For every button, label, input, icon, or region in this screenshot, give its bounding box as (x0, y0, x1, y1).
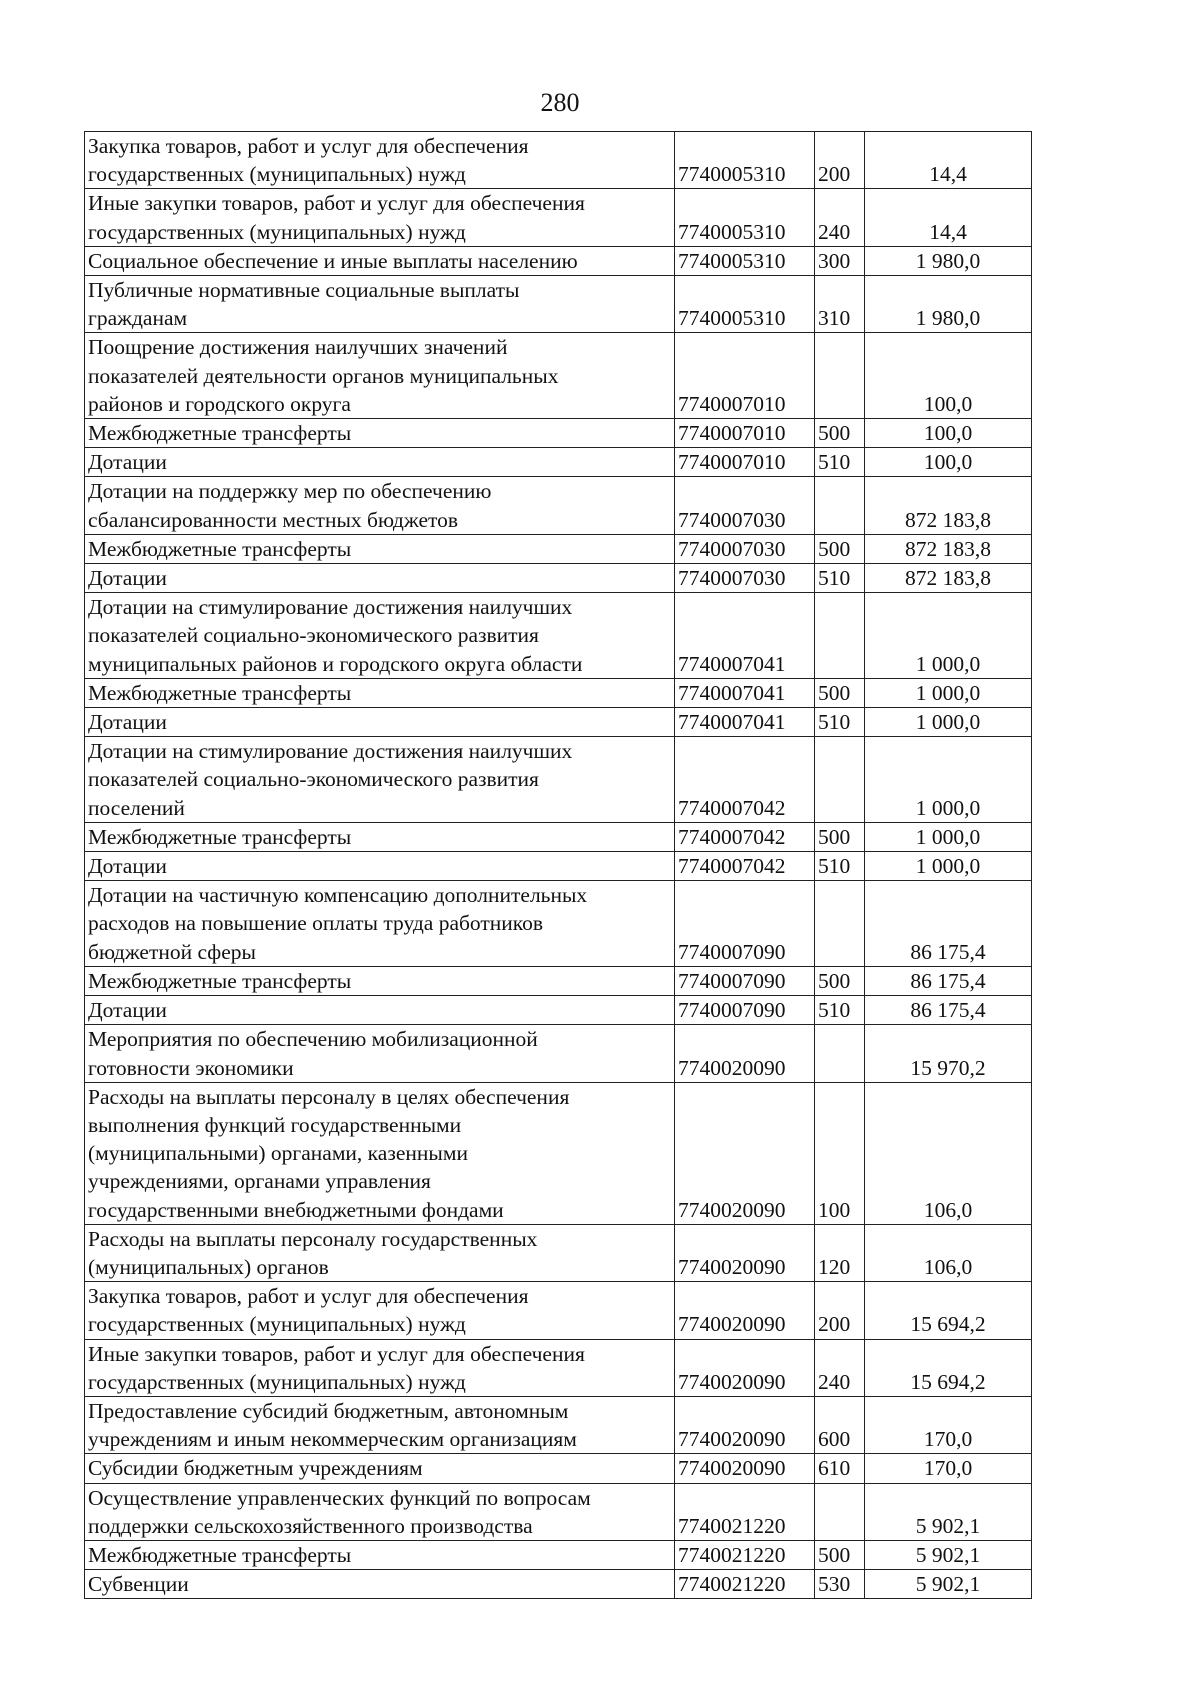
expense-name-cell: Осуществление управленческих функций по вопросам поддержки сельскохозяйственного производства (85, 1483, 675, 1540)
amount-cell: 100,0 (865, 333, 1032, 419)
expense-name-cell: Иные закупки товаров, работ и услуг для обеспечения государственных (муниципальных) нужд (85, 1339, 675, 1396)
amount-cell: 106,0 (865, 1224, 1032, 1281)
table-row (85, 852, 1032, 881)
expense-name-cell: Закупка товаров, работ и услуг для обеспечения государственных (муниципальных) нужд (85, 132, 675, 189)
target-article-cell: 7740020090 (675, 1224, 815, 1281)
target-article-cell: 7740020090 (675, 1082, 815, 1224)
amount-cell: 1 000,0 (865, 678, 1032, 707)
table-row (85, 737, 1032, 823)
target-article-cell: 7740007090 (675, 881, 815, 967)
amount-cell: 86 175,4 (865, 881, 1032, 967)
expense-name-cell: Дотации на частичную компенсацию дополнительных расходов на повышение оплаты труда работников бюджетной сферы (85, 881, 675, 967)
target-article-cell: 7740005310 (675, 132, 815, 189)
expense-name-cell: Межбюджетные трансферты (85, 822, 675, 851)
budget-table (84, 131, 1032, 1599)
expense-type-cell (815, 593, 865, 679)
amount-cell: 1 000,0 (865, 822, 1032, 851)
budget-table-body (85, 132, 1032, 1599)
expense-name-cell: Межбюджетные трансферты (85, 534, 675, 563)
expense-type-cell: 610 (815, 1454, 865, 1483)
target-article-cell: 7740007090 (675, 996, 815, 1025)
amount-cell: 872 183,8 (865, 534, 1032, 563)
amount-cell: 100,0 (865, 419, 1032, 448)
table-row (85, 564, 1032, 593)
amount-cell: 86 175,4 (865, 996, 1032, 1025)
expense-name-cell: Дотации на стимулирование достижения наилучших показателей социально-экономического развития муниципальных районов и городского округа области (85, 593, 675, 679)
expense-name-cell: Закупка товаров, работ и услуг для обеспечения государственных (муниципальных) нужд (85, 1282, 675, 1339)
target-article-cell: 7740007030 (675, 477, 815, 534)
expense-type-cell: 300 (815, 246, 865, 275)
amount-cell: 14,4 (865, 132, 1032, 189)
expense-name-cell: Межбюджетные трансферты (85, 966, 675, 995)
table-row (85, 1282, 1032, 1339)
table-row (85, 881, 1032, 967)
expense-type-cell: 510 (815, 996, 865, 1025)
target-article-cell: 7740007042 (675, 852, 815, 881)
table-row (85, 1082, 1032, 1224)
target-article-cell: 7740021220 (675, 1570, 815, 1599)
expense-name-cell: Межбюджетные трансферты (85, 678, 675, 707)
expense-type-cell: 500 (815, 966, 865, 995)
amount-cell: 5 902,1 (865, 1540, 1032, 1569)
target-article-cell: 7740020090 (675, 1396, 815, 1453)
table-row (85, 534, 1032, 563)
expense-type-cell: 240 (815, 1339, 865, 1396)
expense-type-cell: 510 (815, 852, 865, 881)
amount-cell: 14,4 (865, 189, 1032, 246)
table-row (85, 708, 1032, 737)
amount-cell: 872 183,8 (865, 477, 1032, 534)
table-row (85, 477, 1032, 534)
expense-name-cell: Межбюджетные трансферты (85, 1540, 675, 1569)
table-row (85, 333, 1032, 419)
table-row (85, 1339, 1032, 1396)
amount-cell: 5 902,1 (865, 1483, 1032, 1540)
expense-type-cell: 500 (815, 1540, 865, 1569)
expense-type-cell: 120 (815, 1224, 865, 1281)
amount-cell: 872 183,8 (865, 564, 1032, 593)
expense-name-cell: Поощрение достижения наилучших значений показателей деятельности органов муниципальных районов и городского округа (85, 333, 675, 419)
target-article-cell: 7740007010 (675, 448, 815, 477)
expense-type-cell (815, 737, 865, 823)
amount-cell: 1 980,0 (865, 246, 1032, 275)
amount-cell: 15 694,2 (865, 1282, 1032, 1339)
table-row (85, 276, 1032, 333)
expense-type-cell (815, 1025, 865, 1082)
table-row (85, 1224, 1032, 1281)
amount-cell: 170,0 (865, 1396, 1032, 1453)
expense-type-cell: 510 (815, 564, 865, 593)
expense-type-cell: 500 (815, 678, 865, 707)
target-article-cell: 7740007010 (675, 333, 815, 419)
table-row (85, 246, 1032, 275)
expense-type-cell: 500 (815, 822, 865, 851)
expense-type-cell: 510 (815, 448, 865, 477)
expense-type-cell (815, 881, 865, 967)
target-article-cell: 7740007041 (675, 708, 815, 737)
target-article-cell: 7740007030 (675, 564, 815, 593)
amount-cell: 15 694,2 (865, 1339, 1032, 1396)
expense-type-cell: 500 (815, 419, 865, 448)
table-row (85, 966, 1032, 995)
expense-type-cell: 200 (815, 132, 865, 189)
expense-type-cell: 100 (815, 1082, 865, 1224)
target-article-cell: 7740007042 (675, 822, 815, 851)
table-row (85, 1025, 1032, 1082)
table-row (85, 678, 1032, 707)
expense-name-cell: Предоставление субсидий бюджетным, автономным учреждениям и иным некоммерческим организациям (85, 1396, 675, 1453)
expense-type-cell: 530 (815, 1570, 865, 1599)
expense-name-cell: Дотации на поддержку мер по обеспечению сбалансированности местных бюджетов (85, 477, 675, 534)
target-article-cell: 7740007090 (675, 966, 815, 995)
amount-cell: 170,0 (865, 1454, 1032, 1483)
expense-type-cell (815, 1483, 865, 1540)
amount-cell: 86 175,4 (865, 966, 1032, 995)
amount-cell: 100,0 (865, 448, 1032, 477)
target-article-cell: 7740005310 (675, 276, 815, 333)
target-article-cell: 7740007041 (675, 593, 815, 679)
table-row (85, 1570, 1032, 1599)
amount-cell: 1 000,0 (865, 737, 1032, 823)
table-row (85, 1454, 1032, 1483)
table-row (85, 448, 1032, 477)
page-number: 280 (540, 88, 580, 117)
expense-name-cell: Иные закупки товаров, работ и услуг для обеспечения государственных (муниципальных) нужд (85, 189, 675, 246)
expense-type-cell: 510 (815, 708, 865, 737)
expense-name-cell: Социальное обеспечение и иные выплаты населению (85, 246, 675, 275)
target-article-cell: 7740021220 (675, 1483, 815, 1540)
target-article-cell: 7740020090 (675, 1454, 815, 1483)
expense-name-cell: Дотации (85, 448, 675, 477)
table-row (85, 419, 1032, 448)
expense-type-cell: 200 (815, 1282, 865, 1339)
expense-type-cell: 500 (815, 534, 865, 563)
table-row (85, 1540, 1032, 1569)
table-row (85, 1396, 1032, 1453)
amount-cell: 5 902,1 (865, 1570, 1032, 1599)
target-article-cell: 7740007042 (675, 737, 815, 823)
target-article-cell: 7740005310 (675, 246, 815, 275)
amount-cell: 106,0 (865, 1082, 1032, 1224)
expense-type-cell (815, 477, 865, 534)
expense-type-cell (815, 333, 865, 419)
table-row (85, 132, 1032, 189)
table-row (85, 996, 1032, 1025)
expense-type-cell: 240 (815, 189, 865, 246)
expense-name-cell: Дотации (85, 996, 675, 1025)
expense-name-cell: Мероприятия по обеспечению мобилизационной готовности экономики (85, 1025, 675, 1082)
target-article-cell: 7740005310 (675, 189, 815, 246)
table-row (85, 593, 1032, 679)
expense-name-cell: Публичные нормативные социальные выплаты гражданам (85, 276, 675, 333)
target-article-cell: 7740007010 (675, 419, 815, 448)
expense-name-cell: Субвенции (85, 1570, 675, 1599)
expense-type-cell: 600 (815, 1396, 865, 1453)
expense-name-cell: Межбюджетные трансферты (85, 419, 675, 448)
target-article-cell: 7740020090 (675, 1025, 815, 1082)
amount-cell: 1 000,0 (865, 852, 1032, 881)
table-row (85, 1483, 1032, 1540)
target-article-cell: 7740020090 (675, 1339, 815, 1396)
target-article-cell: 7740007041 (675, 678, 815, 707)
expense-name-cell: Дотации на стимулирование достижения наилучших показателей социально-экономического развития поселений (85, 737, 675, 823)
expense-name-cell: Дотации (85, 852, 675, 881)
expense-name-cell: Дотации (85, 708, 675, 737)
target-article-cell: 7740021220 (675, 1540, 815, 1569)
target-article-cell: 7740007030 (675, 534, 815, 563)
table-row (85, 189, 1032, 246)
expense-name-cell: Дотации (85, 564, 675, 593)
amount-cell: 1 000,0 (865, 708, 1032, 737)
expense-name-cell: Расходы на выплаты персоналу в целях обеспечения выполнения функций государственными (муниципальными) органами, казенными учреждениями, органами управления государственными внебюджетными фондами (85, 1082, 675, 1224)
amount-cell: 1 980,0 (865, 276, 1032, 333)
amount-cell: 15 970,2 (865, 1025, 1032, 1082)
expense-name-cell: Расходы на выплаты персоналу государственных (муниципальных) органов (85, 1224, 675, 1281)
table-row (85, 822, 1032, 851)
expense-name-cell: Субсидии бюджетным учреждениям (85, 1454, 675, 1483)
target-article-cell: 7740020090 (675, 1282, 815, 1339)
expense-type-cell: 310 (815, 276, 865, 333)
amount-cell: 1 000,0 (865, 593, 1032, 679)
